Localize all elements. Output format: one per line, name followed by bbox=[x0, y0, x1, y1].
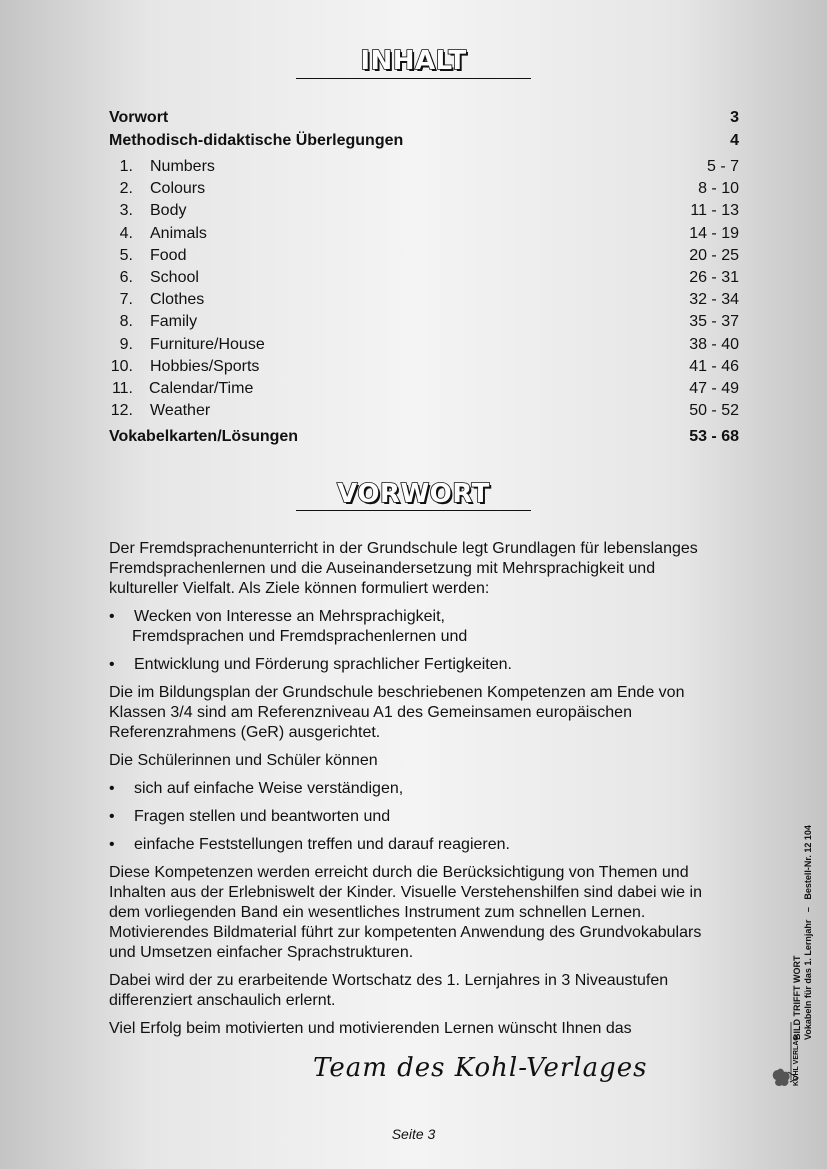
toc-page: 47 - 49 bbox=[689, 379, 739, 397]
paragraph-erfolg: Viel Erfolg beim motivierten und motivierenden Lernen wünscht Ihnen das bbox=[109, 1020, 632, 1037]
toc-heading: INHALT bbox=[360, 46, 467, 76]
list-item bbox=[109, 655, 719, 675]
toc-row-chapter-5[interactable] bbox=[109, 245, 739, 267]
toc-num: 7. bbox=[119, 291, 133, 309]
publisher-logo-text: KOHL VERLAG bbox=[793, 1035, 800, 1086]
toc-row-chapter-2[interactable] bbox=[109, 178, 739, 200]
toc-num: 5. bbox=[119, 246, 133, 264]
toc-row-chapter-12[interactable] bbox=[109, 400, 739, 422]
toc-row-chapter-11[interactable] bbox=[109, 378, 739, 400]
toc-page: 53 - 68 bbox=[689, 428, 739, 446]
list-item bbox=[109, 835, 719, 855]
toc-num: 10. bbox=[110, 357, 133, 375]
side-imprint-title: BILD TRIFFT WORT bbox=[792, 955, 802, 1040]
list-item bbox=[109, 779, 719, 799]
bullet: • bbox=[109, 656, 115, 673]
skills-list bbox=[109, 779, 719, 855]
list-item-text: Wecken von Interesse an Mehrsprachigkeit, bbox=[134, 608, 445, 625]
toc-label: Clothes bbox=[150, 291, 205, 309]
paragraph-kompetenzen: Diese Kompetenzen werden erreicht durch die Berücksichtigung von Themen und Inhalten aus der Erlebniswelt der Kinder. Visuelle Verstehenshilfen sind dabei wie in dem vorliegenden Band ein wesentliches Instrument zum schnellen Lernen. Motivierendes Bildmaterial führt zur kompetenten Anwendung des Grundvokabulars und Umsetzen einfacher Sprachstrukturen. bbox=[109, 864, 702, 961]
toc-num: 9. bbox=[119, 335, 133, 353]
toc-page: 41 - 46 bbox=[689, 357, 739, 375]
bullet: • bbox=[109, 780, 115, 797]
goals-list bbox=[109, 607, 719, 675]
toc-label: Colours bbox=[150, 180, 206, 198]
toc-label: Vokabelkarten/Lösungen bbox=[109, 428, 299, 446]
toc-row-chapter-1[interactable] bbox=[109, 156, 739, 178]
toc-label: School bbox=[150, 268, 199, 286]
preface-text bbox=[109, 539, 719, 1047]
list-item-text: einfache Feststellungen treffen und darauf reagieren. bbox=[134, 836, 510, 853]
toc-num: 6. bbox=[119, 268, 133, 286]
signature: Team des Kohl-Verlages bbox=[313, 1053, 648, 1083]
side-imprint-subtitle: Vokabeln für das 1. Lernjahr – Bestell-Nr. 12 104 bbox=[803, 825, 813, 1040]
toc-label: Weather bbox=[150, 402, 211, 420]
list-item bbox=[109, 607, 719, 627]
toc-label: Calendar/Time bbox=[149, 379, 254, 397]
toc-page: 20 - 25 bbox=[689, 246, 739, 264]
toc-page: 26 - 31 bbox=[689, 268, 739, 286]
toc-label: Body bbox=[150, 202, 187, 220]
toc-label: Numbers bbox=[150, 158, 215, 175]
table-of-contents bbox=[109, 107, 739, 449]
toc-heading-rule bbox=[296, 78, 531, 79]
toc-num: 3. bbox=[119, 202, 133, 220]
toc-row-vorwort[interactable] bbox=[109, 107, 739, 130]
list-item-text: Fragen stellen und beantworten und bbox=[134, 808, 391, 825]
list-item bbox=[109, 627, 719, 647]
toc-label: Food bbox=[150, 246, 187, 264]
toc-row-chapter-8[interactable] bbox=[109, 311, 739, 333]
toc-num: 12. bbox=[110, 402, 133, 420]
toc-row-chapter-6[interactable] bbox=[109, 267, 739, 289]
list-item-text: Fremdsprachen und Fremdsprachenlernen und bbox=[132, 628, 468, 645]
toc-num: 4. bbox=[119, 224, 133, 242]
toc-label: Family bbox=[150, 313, 198, 331]
toc-label: Vorwort bbox=[109, 109, 169, 126]
toc-row-chapter-7[interactable] bbox=[109, 289, 739, 311]
list-item bbox=[109, 807, 719, 827]
toc-num: 1. bbox=[119, 158, 133, 175]
bullet: • bbox=[109, 808, 115, 825]
list-item-text: Entwicklung und Förderung sprachlicher Fertigkeiten. bbox=[134, 656, 512, 673]
preface-heading-rule bbox=[296, 510, 531, 511]
toc-num: 8. bbox=[119, 313, 133, 331]
toc-page: 50 - 52 bbox=[689, 402, 739, 420]
toc-label: Hobbies/Sports bbox=[150, 357, 260, 375]
paragraph-wortschatz: Dabei wird der zu erarbeitende Wortschatz des 1. Lernjahres in 3 Niveaustufen differenziert anschaulich erlernt. bbox=[109, 972, 669, 1009]
page-number: Seite 3 bbox=[391, 1126, 436, 1142]
toc-row-chapter-10[interactable] bbox=[109, 356, 739, 378]
toc-page: 38 - 40 bbox=[689, 335, 739, 353]
publisher-logo-icon bbox=[770, 1012, 800, 1090]
toc-num: 2. bbox=[119, 180, 133, 198]
toc-page: 32 - 34 bbox=[689, 291, 739, 309]
toc-page: 5 - 7 bbox=[706, 158, 739, 175]
toc-row-vokabelkarten[interactable] bbox=[109, 426, 739, 449]
side-imprint bbox=[792, 825, 814, 1040]
toc-page: 11 - 13 bbox=[690, 202, 739, 220]
bullet: • bbox=[109, 608, 115, 625]
bullet: • bbox=[109, 836, 115, 853]
toc-row-chapter-3[interactable] bbox=[109, 200, 739, 222]
toc-num: 11. bbox=[111, 379, 133, 397]
toc-page: 3 bbox=[730, 109, 739, 126]
toc-row-chapter-9[interactable] bbox=[109, 334, 739, 356]
paragraph-schueler: Die Schülerinnen und Schüler können bbox=[109, 752, 378, 769]
toc-label: Methodisch-didaktische Überlegungen bbox=[109, 132, 404, 149]
list-item-text: sich auf einfache Weise verständigen, bbox=[134, 780, 404, 797]
toc-row-methodik[interactable] bbox=[109, 130, 739, 153]
toc-page: 14 - 19 bbox=[689, 224, 739, 242]
paragraph-intro: Der Fremdsprachenunterricht in der Grundschule legt Grundlagen für lebenslanges Fremdsprachenlernen und die Auseinandersetzung mit Mehrsprachigkeit und kultureller Vielfalt. Als Ziele können formuliert werden: bbox=[109, 540, 698, 597]
toc-label: Animals bbox=[150, 224, 207, 242]
toc-page: 8 - 10 bbox=[698, 180, 739, 198]
toc-page: 4 bbox=[730, 132, 739, 149]
paragraph-bildungsplan: Die im Bildungsplan der Grundschule beschriebenen Kompetenzen am Ende von Klassen 3/4 sind am Referenzniveau A1 des Gemeinsamen europäischen Referenzrahmens (GeR) ausgerichtet. bbox=[109, 684, 685, 741]
preface-heading: VORWORT bbox=[337, 479, 490, 509]
toc-row-chapter-4[interactable] bbox=[109, 223, 739, 245]
toc-page: 35 - 37 bbox=[689, 313, 739, 331]
toc-label: Furniture/House bbox=[150, 335, 265, 353]
